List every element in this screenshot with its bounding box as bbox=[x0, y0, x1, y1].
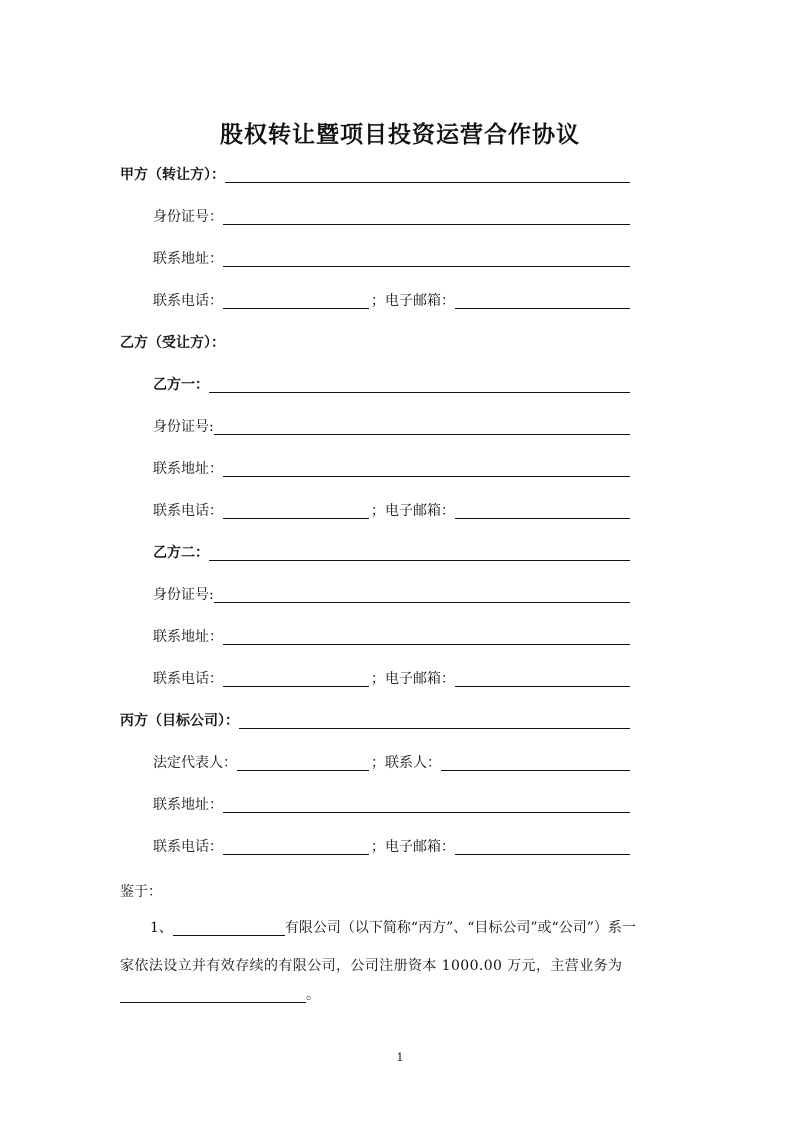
party-b-row bbox=[120, 333, 630, 355]
party-b2-email-field[interactable] bbox=[455, 686, 630, 687]
party-b2-heading: 乙方二： bbox=[153, 545, 209, 561]
recital-1-line-1 bbox=[150, 918, 680, 940]
party-b2-id-label: 身份证号: bbox=[153, 587, 214, 603]
party-a-address-row bbox=[153, 249, 630, 271]
company-name-field[interactable] bbox=[173, 935, 285, 936]
party-c-row bbox=[120, 711, 630, 733]
party-b2-address-row bbox=[153, 627, 630, 649]
party-c-email-label: ；电子邮箱： bbox=[371, 839, 455, 855]
party-a-name-field[interactable] bbox=[225, 182, 630, 183]
party-c-phone-row bbox=[153, 837, 630, 859]
party-b1-row bbox=[153, 375, 630, 397]
recital-1-line-2: 家依法设立并有效存续的有限公司，公司注册资本 1000.00 万元，主营业务为 bbox=[120, 958, 623, 974]
party-b2-id-field[interactable] bbox=[214, 602, 630, 603]
recital-1-text-a: 有限公司（以下简称“丙方”、“目标公司”或“公司”）系一 bbox=[284, 920, 636, 936]
party-b1-address-row bbox=[153, 459, 630, 481]
party-a-phone-row bbox=[153, 291, 630, 313]
party-a-id-row bbox=[153, 207, 630, 229]
party-b1-id-row bbox=[153, 417, 630, 439]
party-a-heading: 甲方（转让方）： bbox=[120, 167, 225, 183]
party-c-name-field[interactable] bbox=[239, 728, 630, 729]
party-c-address-label: 联系地址： bbox=[153, 797, 223, 813]
party-b1-phone-row bbox=[153, 501, 630, 523]
party-a-email-label: ；电子邮箱： bbox=[371, 293, 455, 309]
party-c-rep-row bbox=[153, 753, 630, 775]
party-b2-name-field[interactable] bbox=[209, 560, 630, 561]
party-a-phone-label: 联系电话： bbox=[153, 293, 223, 309]
party-c-rep-label: 法定代表人： bbox=[153, 755, 237, 771]
party-b1-phone-label: 联系电话： bbox=[153, 503, 223, 519]
party-a-email-field[interactable] bbox=[455, 308, 630, 309]
party-c-heading: 丙方（目标公司）： bbox=[120, 713, 239, 729]
party-b2-address-label: 联系地址： bbox=[153, 629, 223, 645]
party-b1-phone-field[interactable] bbox=[223, 518, 369, 519]
party-c-contact-field[interactable] bbox=[441, 770, 630, 771]
party-b1-email-label: ；电子邮箱： bbox=[371, 503, 455, 519]
party-b2-row bbox=[153, 543, 630, 565]
party-c-contact-label: ；联系人： bbox=[371, 755, 441, 771]
party-b2-phone-label: 联系电话： bbox=[153, 671, 223, 687]
party-c-address-field[interactable] bbox=[223, 812, 630, 813]
party-a-id-field[interactable] bbox=[223, 224, 630, 225]
party-b1-name-field[interactable] bbox=[209, 392, 630, 393]
recital-1-line-3 bbox=[120, 985, 320, 1007]
party-b1-address-label: 联系地址： bbox=[153, 461, 223, 477]
party-a-phone-field[interactable] bbox=[223, 308, 369, 309]
document-title: 股权转让暨项目投资运营合作协议 bbox=[220, 122, 580, 148]
recital-1-number: 1、 bbox=[150, 920, 173, 936]
party-b2-id-row bbox=[153, 585, 630, 607]
party-b1-email-field[interactable] bbox=[455, 518, 630, 519]
page-number: 1 bbox=[396, 1051, 404, 1064]
party-b-heading: 乙方（受让方）： bbox=[120, 335, 225, 351]
party-b1-id-label: 身份证号: bbox=[153, 419, 214, 435]
party-c-email-field[interactable] bbox=[455, 854, 630, 855]
party-b2-address-field[interactable] bbox=[223, 644, 630, 645]
party-c-rep-field[interactable] bbox=[237, 770, 369, 771]
party-b2-phone-field[interactable] bbox=[223, 686, 369, 687]
recital-1-end: 。 bbox=[306, 987, 320, 1003]
party-b2-email-label: ；电子邮箱： bbox=[371, 671, 455, 687]
party-b1-id-field[interactable] bbox=[214, 434, 630, 435]
party-b2-phone-row bbox=[153, 669, 630, 691]
party-c-phone-field[interactable] bbox=[223, 854, 369, 855]
party-b1-heading: 乙方一： bbox=[153, 377, 209, 393]
main-business-field[interactable] bbox=[120, 1002, 306, 1003]
party-a-id-label: 身份证号： bbox=[153, 209, 223, 225]
party-c-phone-label: 联系电话： bbox=[153, 839, 223, 855]
recitals-heading: 鉴于： bbox=[120, 884, 162, 900]
party-a-row bbox=[120, 165, 630, 187]
party-a-address-field[interactable] bbox=[223, 266, 630, 267]
party-c-address-row bbox=[153, 795, 630, 817]
party-a-address-label: 联系地址： bbox=[153, 251, 223, 267]
party-b1-address-field[interactable] bbox=[223, 476, 630, 477]
